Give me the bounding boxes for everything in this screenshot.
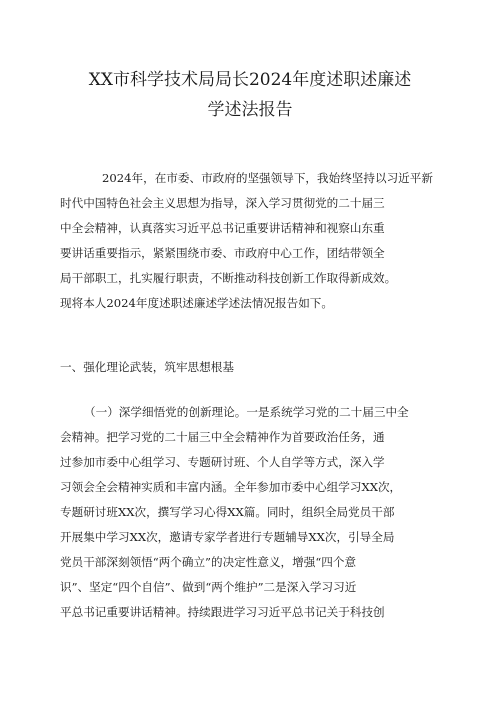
intro-line: 2024年，在市委、市政府的坚强领导下，我始终坚持以习近平新: [102, 171, 433, 185]
intro-line: 时代中国特色社会主义思想为指导，深入学习贯彻党的二十届三: [60, 196, 385, 210]
section-paragraph: [60, 400, 460, 625]
section-line: 党员干部深刻领悟“两个确立”的决定性意义，增强“四个意: [60, 555, 357, 569]
section-line: 平总书记重要讲话精神。持续跟进学习习近平总书记关于科技创: [60, 605, 385, 619]
document-title-line-1: XX市科学技术局局长2024年度述职述廉述: [88, 70, 412, 90]
section-line: 专题研讨班XX次，撰写学习心得XX篇。同时，组织全局党员干部: [60, 505, 395, 519]
intro-line: 局干部职工，扎实履行职责，不断推动科技创新工作取得新成效。: [60, 271, 397, 285]
section-line: 过参加市委中心组学习、专题研讨班、个人自学等方式，深入学: [60, 455, 385, 469]
section-line: 习领会全会精神实质和丰富内涵。全年参加市委中心组学习XX次，: [60, 480, 402, 494]
intro-paragraph: [60, 166, 460, 316]
intro-line: 中全会精神，认真落实习近平总书记重要讲话精神和视察山东重: [60, 221, 385, 235]
section-line: （一）深学细悟党的创新理论。一是系统学习党的二十届三中全: [84, 405, 409, 419]
intro-line: 要讲话重要指示，紧紧围绕市委、市政府中心工作，团结带领全: [60, 246, 385, 260]
section-line: 识”、坚定“四个自信”、做到“两个维护”二是深入学习习近: [60, 580, 357, 594]
section-heading: 一、强化理论武装，筑牢思想根基: [60, 360, 234, 374]
section-line: 会精神。把学习党的二十届三中全会精神作为首要政治任务，通: [60, 430, 385, 444]
intro-line: 现将本人2024年度述职述廉述学述法情况报告如下。: [60, 296, 333, 310]
document-title-line-2: 学述法报告: [207, 100, 293, 120]
section-line: 开展集中学习XX次，邀请专家学者进行专题辅导XX次，引导全局: [60, 530, 395, 544]
